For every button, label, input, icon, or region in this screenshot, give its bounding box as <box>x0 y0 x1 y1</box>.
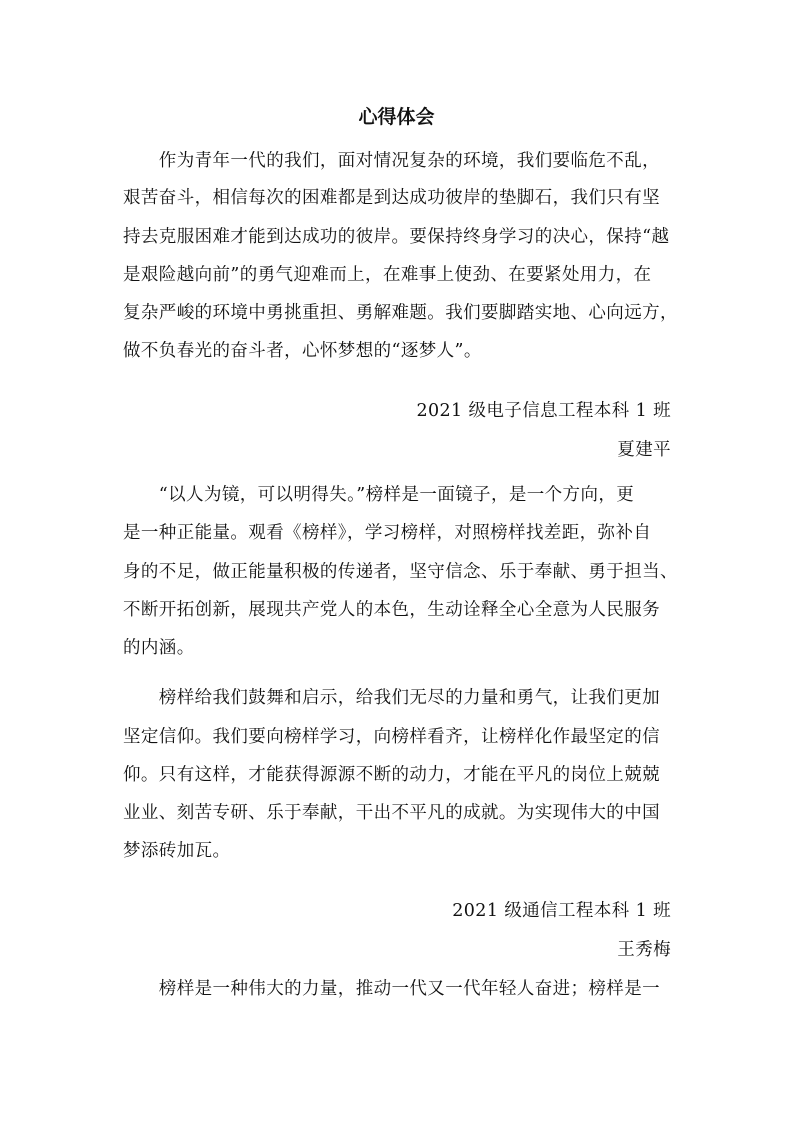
author-signature: 夏建平 <box>617 440 671 460</box>
class-signature: 2021 级通信工程本科 1 班 <box>452 901 671 921</box>
paragraph-line: 业业、刻苦专研、乐于奉献，干出不平凡的成就。为实现伟大的中国 <box>123 803 660 823</box>
paragraph-line: 榜样是一种伟大的力量，推动一代又一代年轻人奋进；榜样是一 <box>123 979 660 999</box>
paragraph-line: 做不负春光的奋斗者，心怀梦想的“逐梦人”。 <box>123 341 482 361</box>
paragraph-line: 艰苦奋斗，相信每次的困难都是到达成功彼岸的垫脚石，我们只有坚 <box>123 188 660 208</box>
class-signature: 2021 级电子信息工程本科 1 班 <box>416 401 671 421</box>
paragraph-line: 持去克服困难才能到达成功的彼岸。要保持终身学习的决心，保持“越 <box>123 227 670 247</box>
paragraph-line: 不断开拓创新，展现共产党人的本色，生动诠释全心全意为人民服务 <box>123 600 660 620</box>
paragraph-line: 梦添砖加瓦。 <box>123 841 231 861</box>
paragraph-line: 身的不足，做正能量积极的传递者，坚守信念、乐于奉献、勇于担当、 <box>123 562 678 582</box>
paragraph-line: 作为青年一代的我们，面对情况复杂的环境，我们要临危不乱， <box>123 151 660 171</box>
paragraph-line: 榜样给我们鼓舞和启示，给我们无尽的力量和勇气，让我们更加 <box>123 688 660 708</box>
author-signature: 王秀梅 <box>617 940 671 960</box>
page-title: 心得体会 <box>358 106 435 128</box>
paragraph-line: 是一种正能量。观看《榜样》，学习榜样，对照榜样找差距，弥补自 <box>123 523 652 543</box>
paragraph-line: 复杂严峻的环境中勇挑重担、勇解难题。我们要脚踏实地、心向远方， <box>123 303 678 323</box>
paragraph-line: 的内涵。 <box>123 638 195 658</box>
paragraph-line: “以人为镜，可以明得失。”榜样是一面镜子，是一个方向，更 <box>123 485 635 505</box>
paragraph-line: 坚定信仰。我们要向榜样学习，向榜样看齐，让榜样化作最坚定的信 <box>123 727 660 747</box>
paragraph-line: 仰。只有这样，才能获得源源不断的动力，才能在平凡的岗位上兢兢 <box>123 765 660 785</box>
paragraph-line: 是艰险越向前”的勇气迎难而上，在难事上使劲、在要紧处用力，在 <box>123 265 652 285</box>
